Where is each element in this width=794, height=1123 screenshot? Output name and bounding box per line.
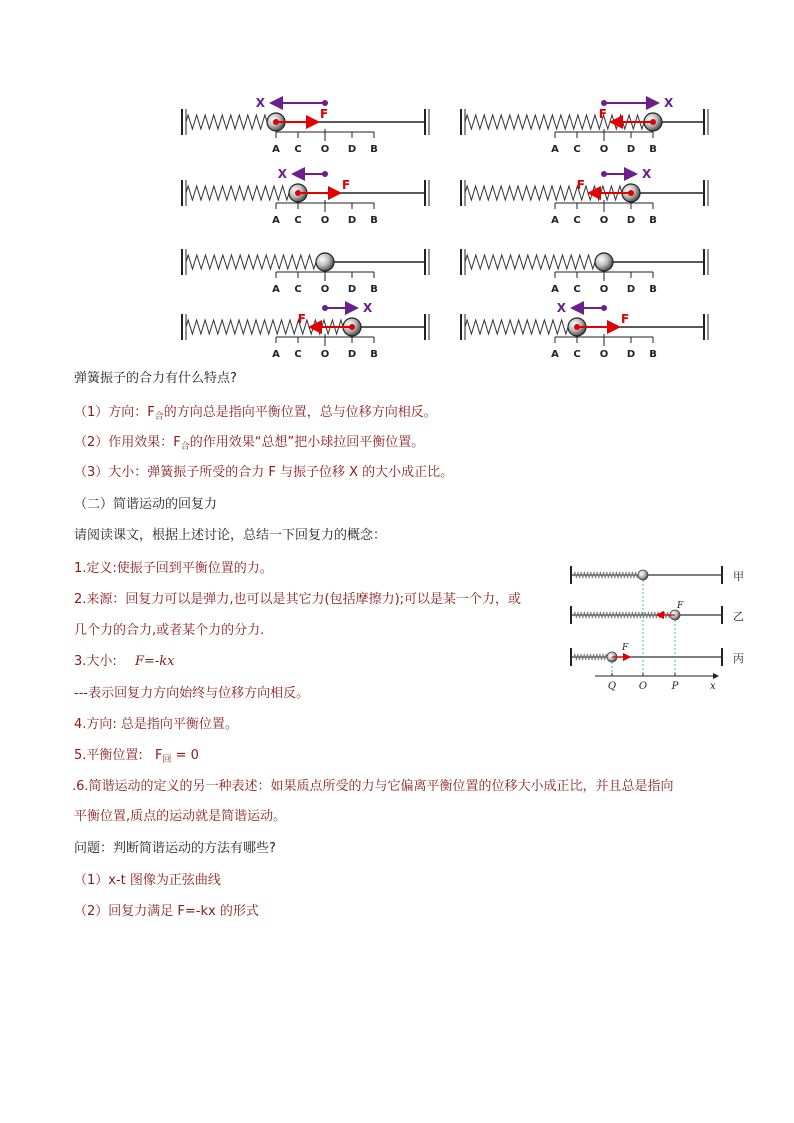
- magnitude-line: 3.大小: F=-kx: [74, 654, 175, 669]
- direction-line: 4.方向: 总是指向平衡位置。: [74, 717, 238, 732]
- point-label-D: D: [626, 215, 636, 226]
- point-label-O: O: [320, 215, 330, 226]
- point-label-O: O: [599, 349, 609, 360]
- point-label-D: D: [347, 144, 357, 155]
- source-line-1: 2.来源：回复力可以是弹力,也可以是其它力(包括摩擦力);可以是某一个力，或: [74, 592, 522, 607]
- spring: [574, 572, 638, 578]
- point-label-C: C: [294, 284, 302, 295]
- point-label-B: B: [370, 144, 378, 155]
- point-label-O: O: [320, 144, 330, 155]
- point-label-D: D: [347, 349, 357, 360]
- point-label-B: B: [649, 144, 657, 155]
- point-label-C: C: [573, 349, 581, 360]
- point-label-A: A: [272, 349, 280, 360]
- point-label-O: O: [599, 144, 609, 155]
- point-label-B: B: [370, 215, 378, 226]
- point-label-A: A: [272, 144, 280, 155]
- point-label-D: D: [347, 215, 357, 226]
- magnitude-note: ---表示回复力方向始终与位移方向相反。: [74, 686, 310, 701]
- point-label-B: B: [370, 284, 378, 295]
- point-label-O: O: [599, 215, 609, 226]
- point-label-A: A: [551, 144, 559, 155]
- method-1: （1）x-t 图像为正弦曲线: [74, 873, 221, 888]
- displacement-label: X: [664, 96, 674, 110]
- axis-label-P: P: [671, 681, 679, 692]
- definition-1: 1.定义:使振子回到平衡位置的力。: [74, 561, 273, 576]
- point-label-D: D: [626, 349, 636, 360]
- answer-direction: （1）方向：$F_合$的方向总是指向平衡位置，总与位移方向相反。: [74, 405, 437, 422]
- point-label-A: A: [272, 284, 280, 295]
- force-label: F: [320, 107, 329, 121]
- restoring-panel-2: [571, 601, 744, 624]
- method-2: （2）回复力满足 F=-kx 的形式: [74, 904, 259, 919]
- displacement-label: X: [556, 301, 566, 315]
- point-label-O: O: [599, 284, 609, 295]
- source-line-2: 几个力的合力,或者某个力的分力.: [74, 623, 265, 638]
- point-label-A: A: [551, 284, 559, 295]
- force-label: F: [342, 178, 351, 192]
- point-label-D: D: [626, 144, 636, 155]
- restoring-panel-1: [571, 566, 744, 584]
- point-label-A: A: [272, 215, 280, 226]
- row-label: 丙: [733, 652, 744, 665]
- displacement-label: X: [277, 167, 287, 181]
- point-label-C: C: [294, 349, 302, 360]
- force-label: F: [576, 178, 585, 192]
- displacement-label: X: [255, 96, 265, 110]
- point-label-C: C: [573, 215, 581, 226]
- point-label-D: D: [347, 284, 357, 295]
- point-label-B: B: [370, 349, 378, 360]
- definition-6-line-1: .6.简谐运动的定义的另一种表述：如果质点所受的力与它偏离平衡位置的位移大小成正比，并且总是指向: [72, 779, 674, 794]
- question-judge: 问题：判断简谐运动的方法有哪些?: [74, 841, 276, 856]
- definition-6-line-2: 平衡位置,质点的运动就是简谐运动。: [74, 809, 287, 824]
- row-label: 乙: [733, 610, 744, 623]
- force-label: F: [622, 643, 629, 653]
- point-label-O: O: [320, 284, 330, 295]
- point-label-A: A: [551, 349, 559, 360]
- question-force-feature: 弹簧振子的合力有什么特点?: [74, 371, 237, 386]
- point-label-B: B: [649, 349, 657, 360]
- row-label: 甲: [733, 570, 744, 583]
- point-label-C: C: [573, 284, 581, 295]
- answer-magnitude: （3）大小：弹簧振子所受的合力 F 与振子位移 X 的大小成正比。: [74, 465, 454, 480]
- point-label-B: B: [649, 215, 657, 226]
- oscillator-ball: [638, 570, 648, 580]
- axis-label-O: O: [638, 681, 648, 692]
- point-label-C: C: [573, 144, 581, 155]
- force-label: F: [677, 601, 684, 611]
- point-label-C: C: [294, 144, 302, 155]
- force-label: F: [297, 312, 306, 326]
- force-label: F: [621, 312, 630, 326]
- displacement-label: X: [642, 167, 652, 181]
- point-label-D: D: [626, 284, 636, 295]
- reading-prompt: 请阅读课文，根据上述讨论，总结一下回复力的概念：: [74, 528, 387, 543]
- spring: [574, 612, 670, 618]
- axis-label-x: x: [710, 681, 716, 692]
- equilibrium-line: 5.平衡位置: $F_回 = 0$: [74, 748, 199, 765]
- answer-effect: （2）作用效果：$F_合$的作用效果“总想”把小球拉回平衡位置。: [74, 435, 425, 452]
- point-label-C: C: [294, 215, 302, 226]
- point-label-A: A: [551, 215, 559, 226]
- section-heading-restoring-force: （二）简谐运动的回复力: [74, 497, 218, 512]
- force-label: F: [598, 107, 607, 121]
- displacement-label: X: [363, 301, 373, 315]
- restoring-panel-3: [571, 643, 744, 666]
- axis-label-Q: Q: [607, 681, 617, 692]
- x-axis-arrowhead: [713, 673, 719, 679]
- point-label-O: O: [320, 349, 330, 360]
- point-label-B: B: [649, 284, 657, 295]
